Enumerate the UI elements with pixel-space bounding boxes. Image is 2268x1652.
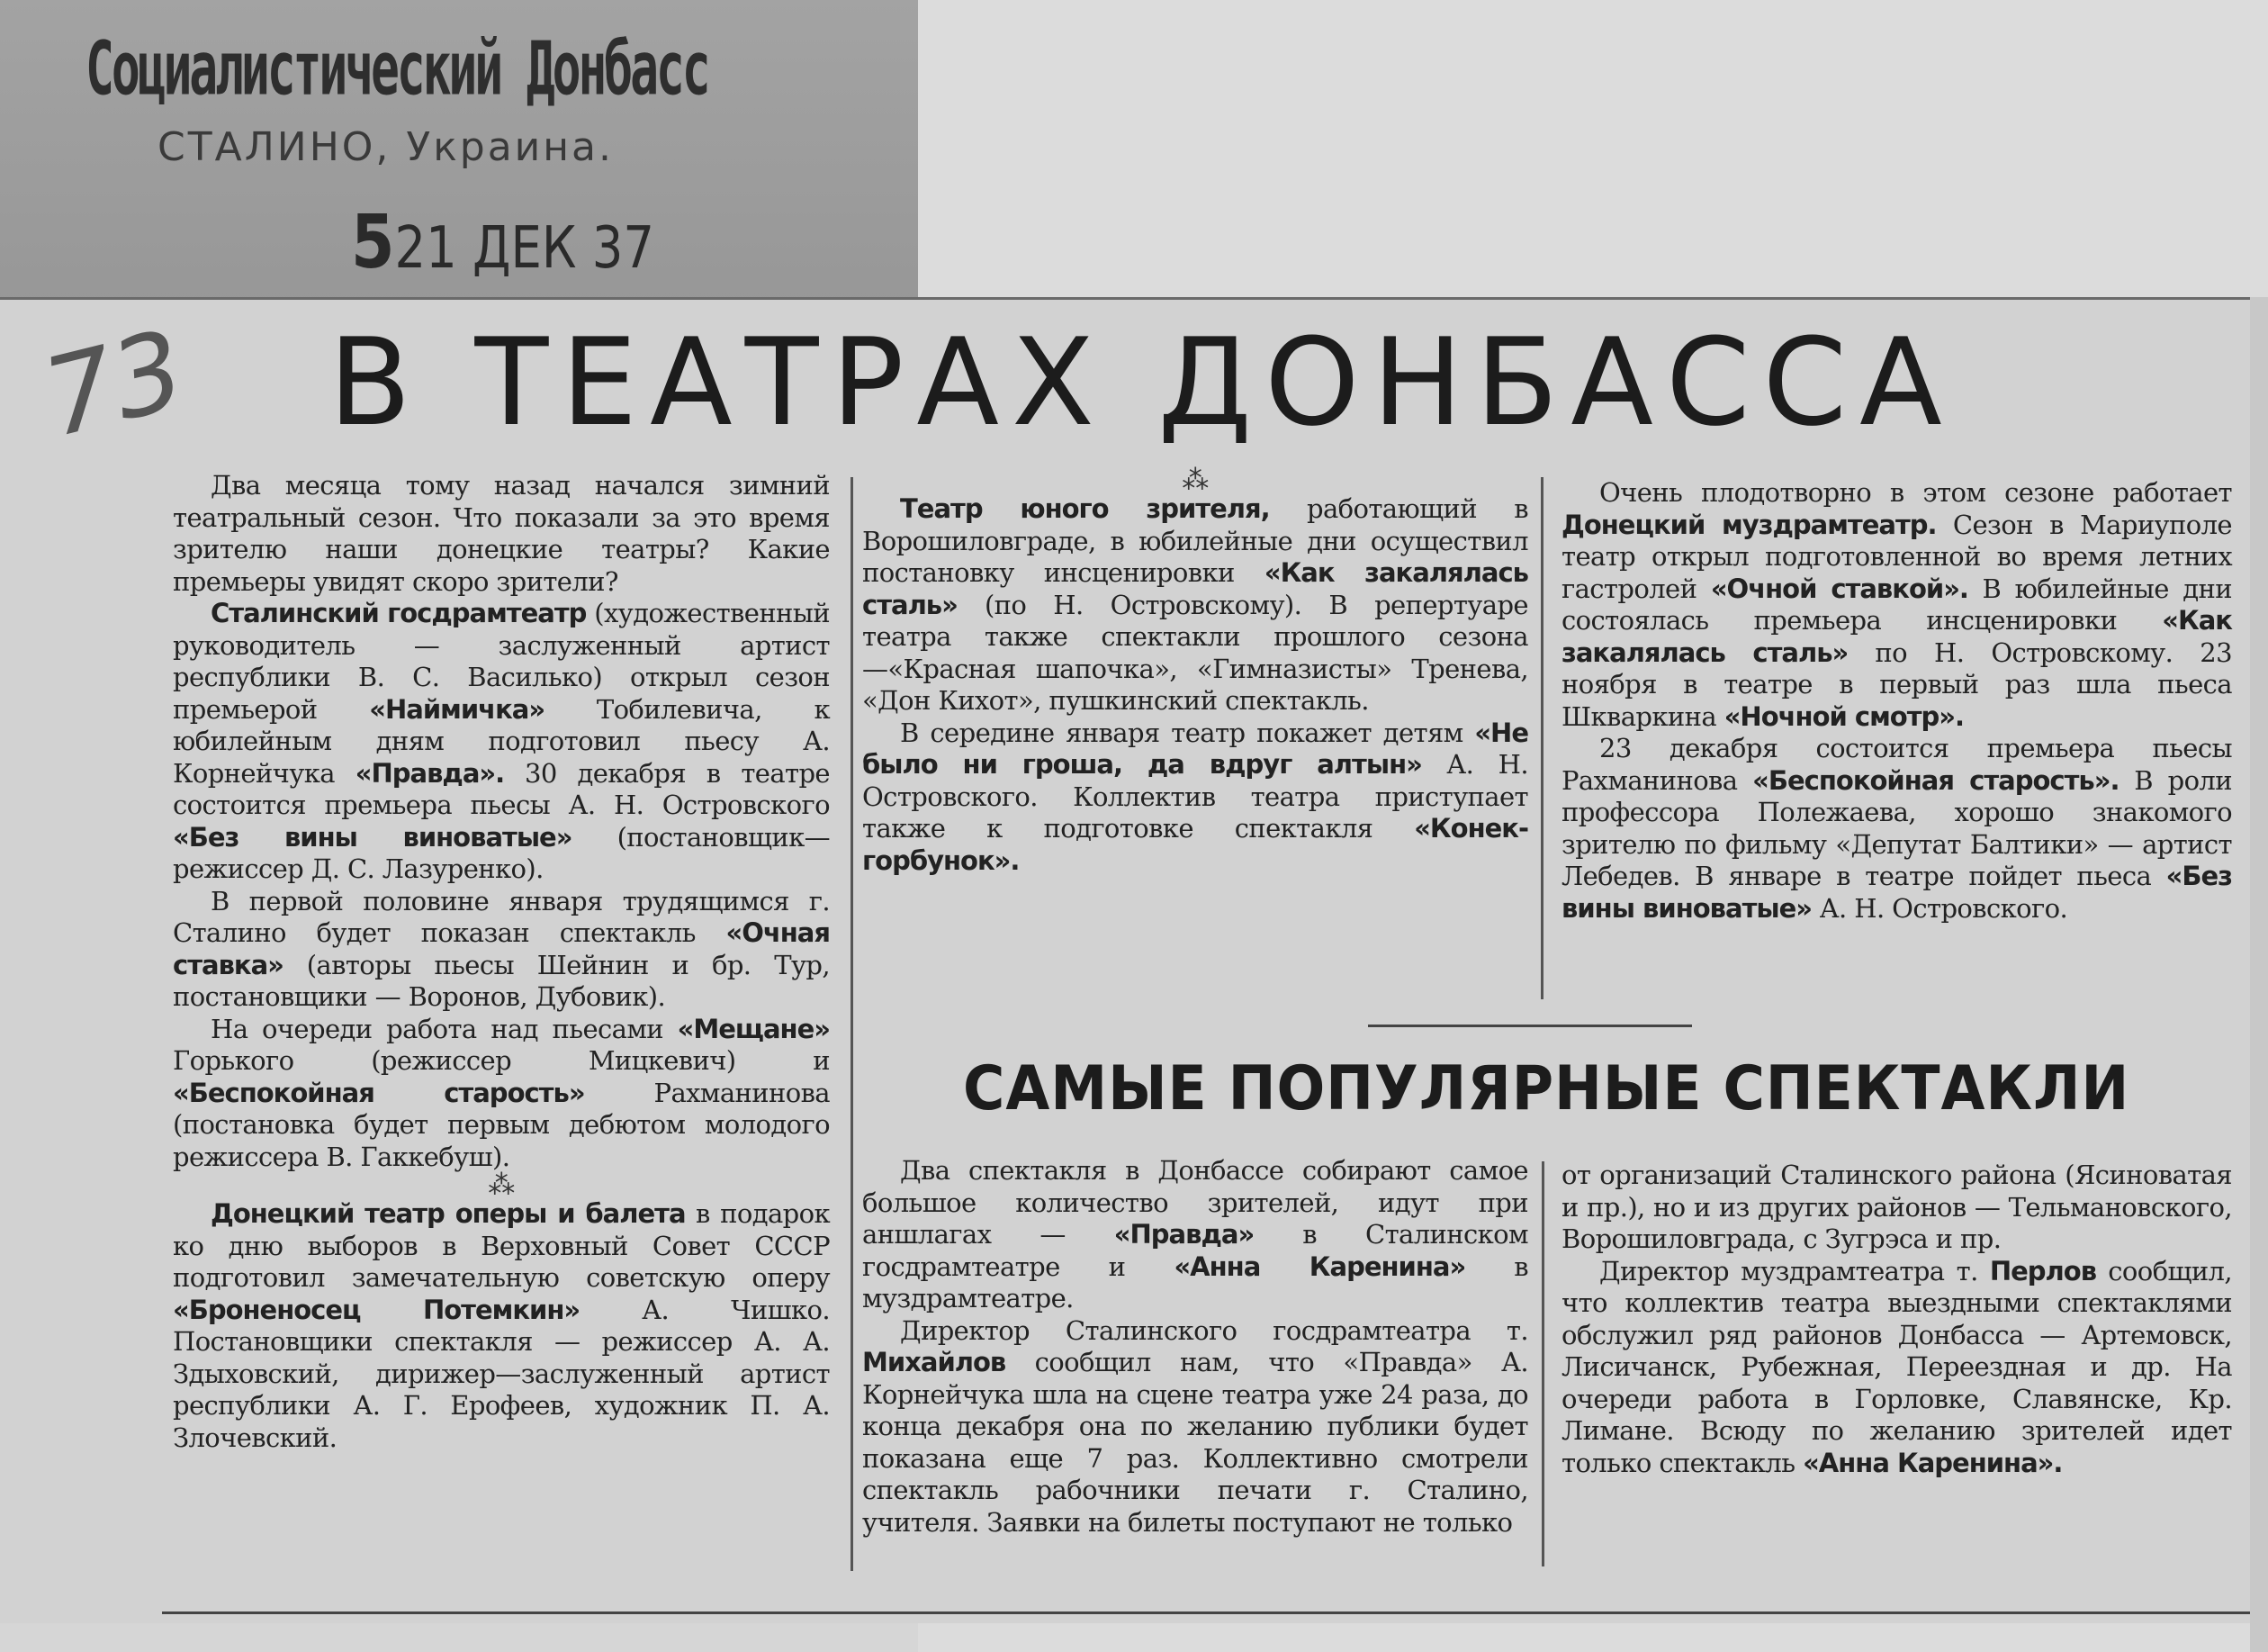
bold-text: «Очной ставкой».: [1710, 573, 1968, 604]
paragraph: [1562, 477, 2232, 733]
paragraph: [1562, 1256, 2232, 1480]
paragraph: [862, 493, 1528, 718]
text: Сезон в Мариуполе театр открыл подготовленной во время летних гастролей: [1562, 509, 2232, 604]
text: Директор Сталинского госдрамтеатра т.: [900, 1314, 1528, 1346]
paragraph: [173, 598, 830, 886]
text: от организаций Сталинского района (Ясиноватая и пр.), но и из других районов — Тельмановского, Ворошиловграда, с Зугрэса и пр.: [1562, 1160, 2232, 1254]
text: А. Н. Островского. Коллектив театра приступает также к подготовке спектакля: [862, 749, 1528, 844]
article-column-5: [1562, 1160, 2232, 1479]
text: (художественный руководитель — заслуженный артист республики В. С. Василько) открыл сезон премьерой: [173, 598, 830, 725]
bold-text: «Ночной смотр».: [1724, 700, 1965, 732]
bold-text: Донецкий муздрамтеатр.: [1562, 509, 1937, 540]
bold-text: «Наймичка»: [369, 693, 545, 725]
paragraph: [1562, 733, 2232, 925]
clipping-edge: [2250, 297, 2268, 1652]
bold-text: Михайлов: [862, 1347, 1006, 1377]
paragraph: [173, 886, 830, 1014]
handwritten-number: 73: [32, 307, 197, 463]
text: Директор муздрамтеатра т.: [1599, 1255, 1978, 1286]
bold-text: «Беспокойная старость».: [1752, 764, 2120, 796]
text: работающий в Ворошиловграде, в юбилейные дни осуществил постановку инсценировки: [862, 493, 1528, 588]
column-divider: [850, 477, 853, 1571]
section-rule: [1368, 1025, 1692, 1027]
text: Тобилевича, к юбилейным дням подготовил пьесу А. Корнейчука: [173, 693, 831, 789]
text: В юбилейные дни состоялась премьера инсценировки: [1562, 573, 2232, 636]
bold-text: «Как закалялась сталь»: [862, 557, 1528, 620]
text: в Сталинском госдрамтеатре и: [862, 1219, 1528, 1282]
text: сообщил нам, что «Правда» А. Корнейчука шла на сцене театра уже 24 раза, до конца декабря она по желанию публики будет показана еще 7 раз. Коллективно смотрели спектакль рабочники печати г. Сталино, учителя. Заявки на билеты поступают не только: [862, 1347, 1528, 1538]
bold-text: «Очная ставка»: [173, 917, 830, 980]
bold-text: «Без вины виноватые»: [1562, 861, 2232, 924]
text: (авторы пьесы Шейнин и бр. Тур, постановщики — Воронов, Дубовик).: [173, 949, 830, 1012]
bold-text: Сталинский госдрамтеатр: [211, 598, 587, 628]
article-column-4: [862, 1155, 1528, 1539]
section-separator-stars: ⁂: [1182, 465, 1209, 496]
bold-text: «Не было ни гроша, да вдруг алтын»: [862, 717, 1528, 780]
article-column-3: [1562, 477, 2232, 925]
text: по Н. Островскому. 23 ноября в театре в первый раз шла пьеса Шкваркина: [1562, 636, 2232, 732]
newspaper-stamp-label: [0, 0, 918, 306]
text: На очереди работа над пьесами: [211, 1013, 664, 1044]
bold-text: Перлов: [1989, 1255, 2097, 1286]
paragraph: [862, 1315, 1528, 1539]
paragraph: [1562, 1160, 2232, 1256]
text: Два спектакля в Донбассе собирают самое большое количество зрителей, идут при аншлагах —: [862, 1155, 1528, 1250]
text: в подарок ко дню выборов в Верховный Совет СССР подготовил замечательную советскую оперу: [173, 1198, 831, 1293]
text: 23 декабря состоится премьера пьесы Рахманинова: [1562, 733, 2232, 796]
text: (по Н. Островскому). В репертуаре театра также спектакли прошлого сезона—«Красная шапочка», «Гимназисты» Тренева, «Дон Кихот», пушкинский спектакль.: [862, 589, 1528, 716]
bold-text: «Беспокойная старость»: [173, 1077, 585, 1108]
text: А. Чишко. Постановщики спектакля — режиссер А. А. Здыховский, дирижер—заслуженный артист республики А. Г. Ерофеев, художник П. А. Злочевский.: [173, 1294, 830, 1453]
column-divider: [1541, 477, 1544, 999]
text: Рахманинова (постановка будет первым дебютом молодого режиссера В. Гаккебуш).: [173, 1077, 830, 1172]
bold-text: Донецкий театр оперы и балета: [211, 1198, 686, 1229]
bold-text: «Анна Каренина»: [1174, 1250, 1466, 1282]
column-divider: [1542, 1161, 1544, 1566]
bold-text: «Анна Каренина».: [1803, 1447, 2063, 1478]
stamp-newspaper-name: Социалистический Донбасс: [86, 27, 708, 113]
bold-text: «Правда».: [355, 757, 505, 789]
text: 30 декабря в театре состоится премьера пьесы А. Н. Островского: [173, 757, 830, 820]
bold-text: «Броненосец Потемкин»: [173, 1294, 580, 1325]
paragraph: [173, 1198, 830, 1454]
text: В середине января театр покажет детям: [900, 717, 1463, 748]
headline: В ТЕАТРАХ ДОНБАССА: [328, 312, 1955, 453]
paragraph: [862, 1155, 1528, 1315]
text: В роли профессора Полежаева, хорошо знакомого зрителю по фильму «Депутат Балтики» — артист Лебедев. В январе в театре пойдет пьеса: [1562, 764, 2232, 891]
article-column-2: [862, 465, 1528, 877]
text: Два месяца тому назад начался зимний театральный сезон. Что показали за это время зрителю наши донецкие театры? Какие премьеры увидят скоро зрители?: [173, 470, 830, 597]
paragraph: [173, 470, 830, 598]
subheadline: САМЫЕ ПОПУЛЯРНЫЕ СПЕКТАКЛИ: [963, 1053, 2130, 1124]
text: Очень плодотворно в этом сезоне работает: [1599, 477, 2232, 508]
bold-text: «Мещане»: [677, 1013, 830, 1044]
text: сообщил, что коллектив театра выездными спектаклями обслужил ряд районов Донбасса — Артемовск, Лисичанск, Рубежная, Переездная и др. На очереди работа в Горловке, Славянске, Кр. Лимане. Всюду по желанию зрителей идет только спектакль: [1562, 1255, 2232, 1478]
text: (постановщик—режиссер Д. С. Лазуренко).: [173, 821, 830, 884]
paragraph: [862, 718, 1528, 878]
text: Горького (режиссер Мицкевич) и: [173, 1045, 830, 1076]
stamp-date-text: 21 ДЕК 37: [394, 215, 655, 282]
bold-text: «Конек-горбунок».: [862, 813, 1528, 876]
bold-text: «Правда»: [1113, 1219, 1255, 1250]
bold-text: «Как закалялась сталь»: [1562, 605, 2232, 668]
stamp-city: СТАЛИНО, Украина.: [158, 124, 614, 170]
text: В первой половине января трудящимся г. Сталино будет показан спектакль: [173, 885, 830, 948]
article-column-1: [173, 470, 830, 1454]
bold-text: «Без вины виноватые»: [173, 821, 572, 853]
stamp-number: 5: [351, 200, 395, 285]
text: в муздрамтеатре.: [862, 1250, 1528, 1313]
stamp-date: [351, 200, 654, 290]
paragraph: [173, 1014, 830, 1174]
bold-text: Театр юного зрителя,: [900, 493, 1270, 524]
text: А. Н. Островского.: [1819, 892, 2068, 924]
bottom-rule: [162, 1611, 2250, 1614]
section-separator-stars: ⁂: [488, 1169, 515, 1201]
